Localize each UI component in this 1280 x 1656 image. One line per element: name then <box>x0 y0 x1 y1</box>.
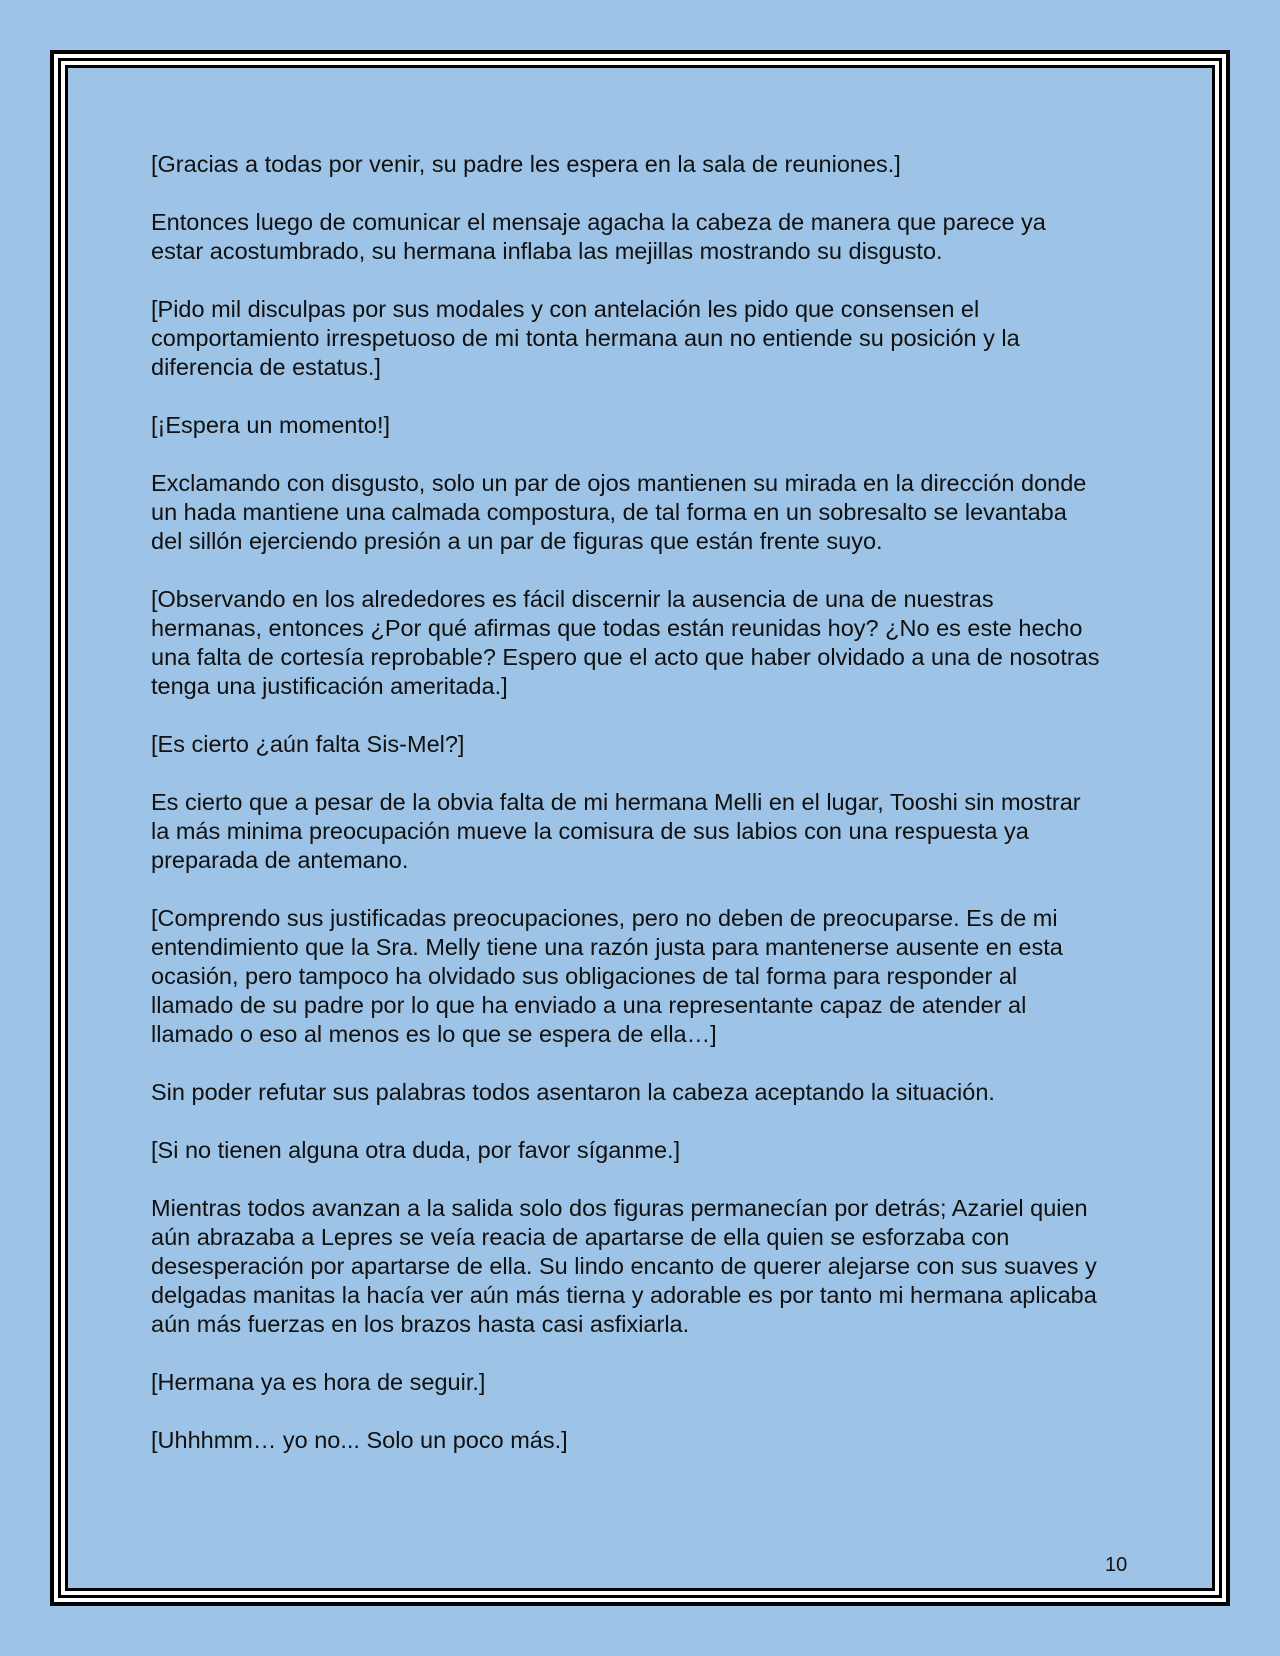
paragraph: Exclamando con disgusto, solo un par de ojos mantienen su mirada en la dirección donde un hada mantiene una calmada compostura, de tal forma en un sobresalto se levantaba del sillón ejerciendo presión a un par de figuras que están frente suyo. <box>151 470 1087 554</box>
paragraph: [¡Espera un momento!] <box>151 412 391 438</box>
paragraph: Entonces luego de comunicar el mensaje agacha la cabeza de manera que parece ya estar acostumbrado, su hermana inflaba las mejillas mostrando su disgusto. <box>151 209 1046 264</box>
paragraph: [Observando en los alrededores es fácil discernir la ausencia de una de nuestras hermanas, entonces ¿Por qué afirmas que todas están reunidas hoy? ¿No es este hecho una falta de cortesía reprobable? Espero que el acto que haber olvidado a una de nosotras tenga una justificación ameritada.] <box>151 586 1100 699</box>
paragraph: Es cierto que a pesar de la obvia falta de mi hermana Melli en el lugar, Tooshi sin mostrar la más minima preocupación mueve la comisura de sus labios con una respuesta ya preparada de antemano. <box>151 789 1081 873</box>
paragraph: [Uhhhmm… yo no... Solo un poco más.] <box>151 1427 568 1453</box>
paragraph: [Comprendo sus justificadas preocupaciones, pero no deben de preocuparse. Es de mi entendimiento que la Sra. Melly tiene una razón justa para mantenerse ausente en esta ocasión, pero tampoco ha olvidado sus obligaciones de tal forma para responder al llamado de su padre por lo que ha enviado a una representante capaz de atender al llamado o eso al menos es lo que se espera de ella…] <box>151 905 1063 1047</box>
paragraph: Mientras todos avanzan a la salida solo dos figuras permanecían por detrás; Azariel quien aún abrazaba a Lepres se veía reacia de apartarse de ella quien se esforzaba con desesperación por apartarse de ella. Su lindo encanto de querer alejarse con sus suaves y delgadas manitas la hacía ver aún más tierna y adorable es por tanto mi hermana aplicaba aún más fuerzas en los brazos hasta casi asfixiarla. <box>151 1195 1097 1337</box>
paragraph: [Gracias a todas por venir, su padre les espera en la sala de reuniones.] <box>151 151 901 177</box>
page-number: 10 <box>1105 1554 1128 1576</box>
document-body <box>151 150 1101 1484</box>
paragraph: [Es cierto ¿aún falta Sis-Mel?] <box>151 731 465 757</box>
paragraph: [Hermana ya es hora de seguir.] <box>151 1369 486 1395</box>
paragraph: [Si no tienen alguna otra duda, por favor síganme.] <box>151 1137 681 1163</box>
paragraph: Sin poder refutar sus palabras todos asentaron la cabeza aceptando la situación. <box>151 1079 995 1105</box>
paragraph: [Pido mil disculpas por sus modales y con antelación les pido que consensen el comportamiento irrespetuoso de mi tonta hermana aun no entiende su posición y la diferencia de estatus.] <box>151 296 1020 380</box>
